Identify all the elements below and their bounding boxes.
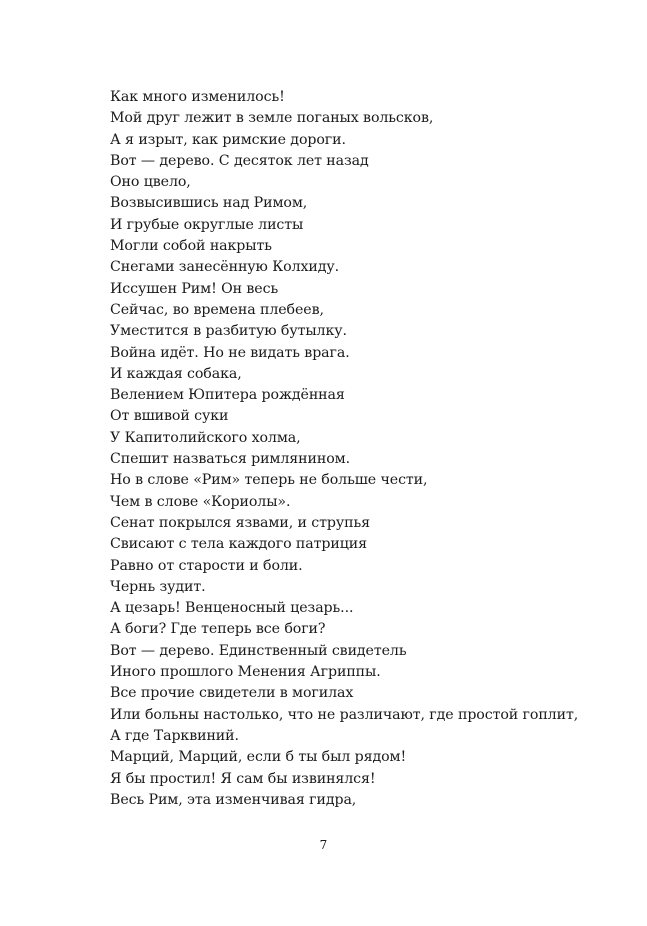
poem-line: Или больны настолько, что не различают, где простой гоплит, bbox=[110, 706, 579, 723]
poem-line: А где Тарквиний. bbox=[110, 727, 239, 744]
poem-line: Равно от старости и боли. bbox=[110, 557, 303, 574]
poem-line: А я изрыт, как римские дороги. bbox=[110, 131, 346, 148]
poem-line: Мой друг лежит в земле поганых вольсков, bbox=[110, 110, 434, 127]
poem-line: Иного прошлого Менения Агриппы. bbox=[110, 664, 381, 681]
poem-line: А боги? Где теперь все боги? bbox=[110, 621, 326, 638]
poem-line: Возвысившись над Римом, bbox=[110, 195, 308, 212]
poem-line: Чем в слове «Кориолы». bbox=[110, 493, 291, 510]
poem-line: Как много изменилось! bbox=[110, 89, 285, 105]
poem-line: От вшивой суки bbox=[110, 408, 229, 425]
page-number: 7 bbox=[319, 838, 328, 852]
poem-line: А цезарь! Венценосный цезарь... bbox=[110, 600, 354, 617]
poem-line: Чернь зудит. bbox=[110, 578, 206, 595]
poem-text bbox=[110, 87, 580, 811]
poem-line: Спешит назваться римлянином. bbox=[110, 451, 350, 468]
poem-line: Марций, Марций, если б ты был рядом! bbox=[110, 749, 407, 766]
poem-line: Война идёт. Но не видать врага. bbox=[110, 344, 350, 361]
poem-line: Вот — дерево. Единственный свидетель bbox=[110, 642, 407, 659]
poem-line: Уместится в разбитую бутылку. bbox=[110, 323, 347, 340]
poem-line: Могли собой накрыть bbox=[110, 238, 272, 255]
poem-line: Оно цвело, bbox=[110, 174, 191, 191]
poem-line: И каждая собака, bbox=[110, 365, 242, 382]
poem-line: Вот — дерево. С десяток лет назад bbox=[110, 152, 369, 169]
poem-line: Велением Юпитера рождённая bbox=[110, 387, 345, 404]
poem-line: Все прочие свидетели в могилах bbox=[110, 685, 354, 702]
poem-line: Я бы простил! Я сам бы извинялся! bbox=[110, 770, 376, 787]
poem-line: Снегами занесённую Колхиду. bbox=[110, 259, 339, 276]
poem-line: Свисают с тела каждого патриция bbox=[110, 536, 367, 553]
poem-line: Иссушен Рим! Он весь bbox=[110, 280, 279, 297]
poem-line: Сейчас, во времена плебеев, bbox=[110, 301, 324, 318]
poem-line: Сенат покрылся язвами, и струпья bbox=[110, 514, 370, 531]
poem-line: Но в слове «Рим» теперь не больше чести, bbox=[110, 472, 428, 489]
poem-line: Весь Рим, эта изменчивая гидра, bbox=[110, 791, 357, 808]
poem-line: У Капитолийского холма, bbox=[110, 429, 301, 446]
poem-line: И грубые округлые листы bbox=[110, 216, 304, 233]
